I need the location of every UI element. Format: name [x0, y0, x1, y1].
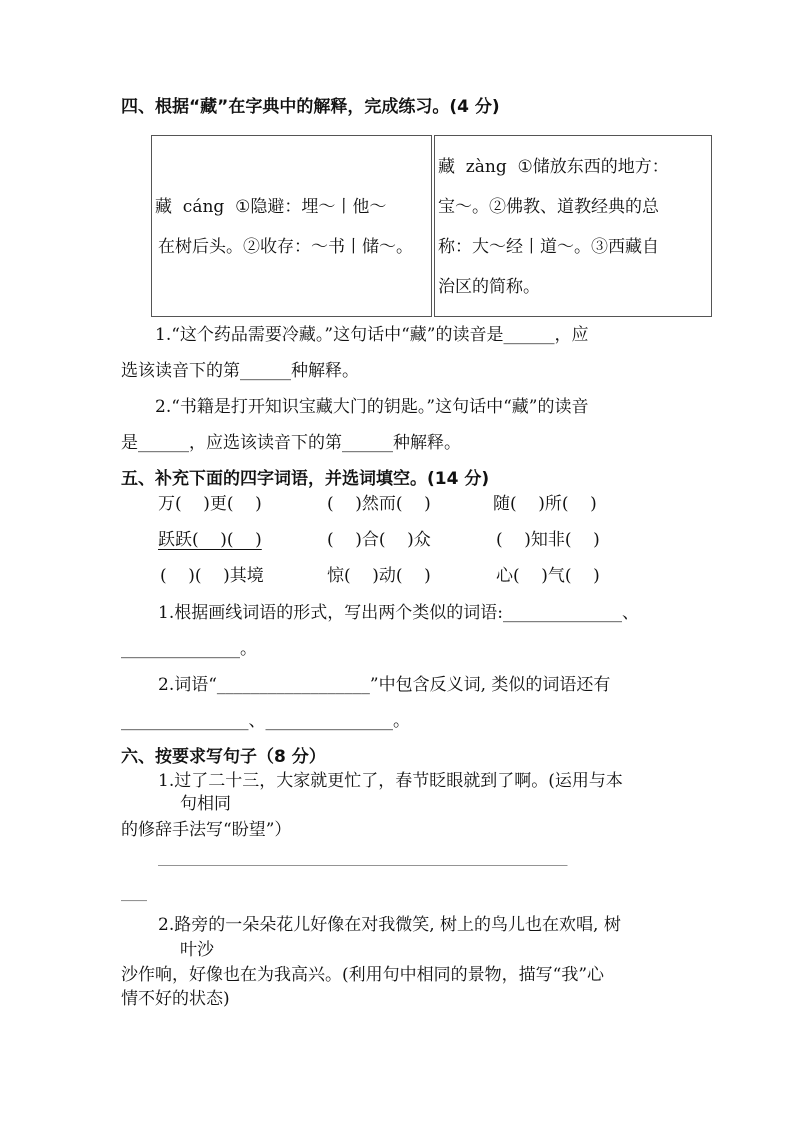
definition-box-zang — [434, 135, 712, 317]
section-4-heading: 四、根据“藏”在字典中的解释，完成练习。(4 分) — [121, 97, 500, 117]
definition-zang-line-1: 藏 zàng ①储放东西的地方： — [438, 157, 669, 177]
sec6-question-2-line-2: 叶沙 — [180, 940, 214, 960]
sec4-question-2-line-2: 是______，应选该读音下的第______种解释。 — [121, 433, 461, 453]
idiom-blank-row3-c: 心( )气( ) — [496, 566, 600, 586]
sec5-question-1-line-2: ______________。 — [121, 639, 257, 659]
definition-zang-line-4: 治区的简称。 — [438, 277, 540, 297]
idiom-blank-row3-b: 惊( )动( ) — [327, 566, 431, 586]
sec5-question-2-line-1: 2.词语“__________________”中包含反义词, 类似的词语还有 — [158, 675, 611, 695]
sec6-question-2-line-4: 情不好的状态) — [121, 989, 230, 1009]
idiom-blank-row2-c: ( )知非( ) — [496, 530, 600, 550]
definition-cang-line-2: 在树后头。②收存：～书丨储～。 — [158, 237, 413, 257]
answer-line-tail[interactable]: ____ — [121, 887, 147, 902]
idiom-blank-row1-c: 随( )所( ) — [493, 494, 597, 514]
sec5-question-1-line-1: 1.根据画线词语的形式，写出两个类似的词语:______________、 — [158, 603, 639, 623]
idiom-blank-row1-b: ( )然而( ) — [327, 494, 431, 514]
definition-zang-line-3: 称：大～经丨道～。③西藏自 — [438, 237, 659, 257]
sec6-question-1-line-3: 的修辞手法写“盼望”） — [121, 820, 292, 840]
sec4-question-1-line-1: 1.“这个药品需要冷藏。”这句话中“藏”的读音是______，应 — [155, 325, 589, 345]
sec6-question-2-line-3: 沙作响，好像也在为我高兴。(利用句中相同的景物，描写“我”心 — [121, 965, 605, 985]
sec6-question-1-line-1: 1.过了二十三，大家就更忙了，春节眨眼就到了啊。(运用与本 — [158, 771, 623, 791]
answer-line[interactable]: _______________________________________________________________ — [158, 853, 568, 866]
idiom-blank-row2-b: ( )合( )众 — [327, 530, 431, 550]
sec6-question-2-line-1: 2.路旁的一朵朵花儿好像在对我微笑, 树上的鸟儿也在欢唱, 树 — [158, 915, 621, 935]
sec5-question-2-line-2: _______________、_______________。 — [121, 711, 410, 731]
idiom-blank-row1-a: 万( )更( ) — [158, 494, 262, 514]
definition-box-cang — [151, 135, 432, 317]
idiom-blank-row2-a-underlined: 跃跃( )( ) — [158, 530, 262, 550]
section-6-heading: 六、按要求写句子（8 分） — [121, 747, 326, 767]
section-5-heading: 五、补充下面的四字词语，并选词填空。(14 分) — [121, 469, 490, 489]
sec4-question-1-line-2: 选该读音下的第______种解释。 — [121, 361, 359, 381]
sec4-question-2-line-1: 2.“书籍是打开知识宝藏大门的钥匙。”这句话中“藏”的读音 — [155, 397, 589, 417]
idiom-blank-row3-a: ( )( )其境 — [160, 566, 264, 586]
definition-zang-line-2: 宝～。②佛教、道教经典的总 — [438, 197, 659, 217]
sec6-question-1-line-2: 句相同 — [180, 794, 231, 814]
definition-cang-line-1: 藏 cáng ①隐避：埋～丨他～ — [155, 197, 387, 217]
